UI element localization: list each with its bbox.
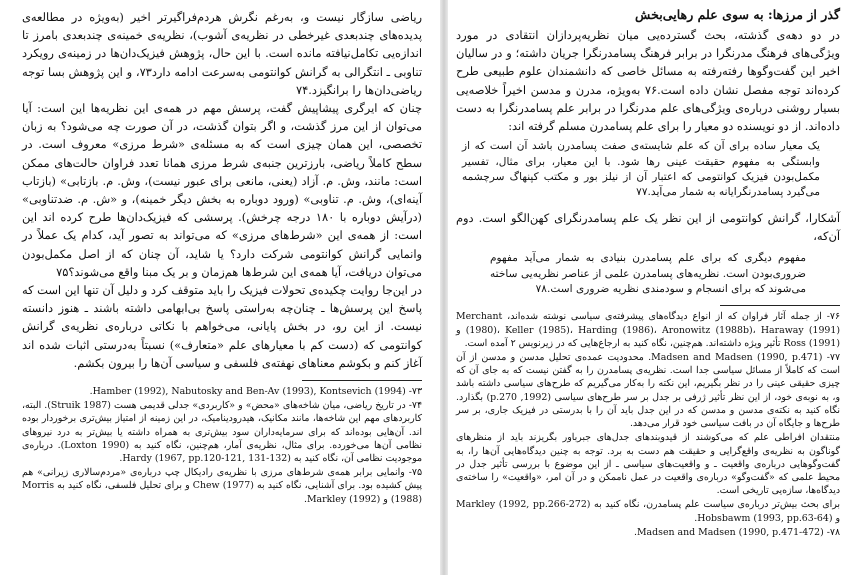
- book-gutter: [440, 0, 448, 575]
- section-heading: گذر از مرزها: به سوی علم رهایی‌بخش: [635, 7, 840, 22]
- footnote-77-cont: منتقدان افراطی علم که می‌کوشند از قیدوبندهای جدل‌های جبرباور بگریزند باید از منظرهای گوناگون به نظریه‌ی واقع‌گرایی و حقیقت هم دست به برد. توجه به چنین دیدگاه‌هایی آن‌ها را، به گفت‌وگوهایی درباره‌ی واقعیت ـ و واقعیت‌های سیاسی ـ از این موضوع با بررسی تأثیر جدل در محیط علمی که «گفت‌وگو» درباره‌ی واقعیت در عمل ناممکن و در آن امر، «واقعیت» را ساخته‌ی دیدگاه‌ها، سازه‌یی تاریخی است.: [456, 432, 840, 497]
- left-paragraph-3: در این‌جا روایت چکیده‌ی تحولات فیزیک را باید متوقف کرد و دلیل آن تنها این است که پاسخ این پرسش‌ها ـ چنان‌چه به‌راستی پاسخ بی‌ابهامی داشته باشند ـ هنوز دانسته نیست. از این رو، در بخش پایانی، می‌خواهم با نکاتی درباره‌ی نظریه‌ی گرانش کوانتومی که (دست کم با معیارهای علم «متعارف») نسبتاً به‌درستی اثبات شده اند آغاز کنم و بکوشم معناهای نهفته‌ی فلسفی و سیاسی آن‌ها را بیرون بکشم.: [22, 283, 422, 370]
- right-paragraph-1: در دو دهه‌ی گذشته، بحث گسترده‌یی میان نظریه‌پردازان انتقادی در مورد ویژگی‌های فرهنگ مدرنگرا در برابر فرهنگ پسامدرنگرا جریان داشته؛ و در سالیان اخیر این گفت‌وگوها رفته‌رفته به مسائل خاصی که دانشمندان علوم طبیعی طرح کرده‌اند توجه مفصل نشان داده است.۷۶ به‌ویژه، مدرن و مدسن اخیراً خلاصه‌یی بسیار روشنی درباره‌ی ویژگی‌های علم مدرنگرا در برابر علم پسامدرنگرا به دست داده‌اند. از دو نویسنده دو معیار را برای علم پسامدرن مسلم گرفته اند:: [456, 28, 841, 134]
- left-paragraph-2: چنان که ایرگری پیشاپیش گفت، پرسش مهم در همه‌ی این نظریه‌ها این است: آیا می‌توان از این مرز گذشت، و اگر بتوان گذشت، در آن صورت چه می‌شود؟ به زبان تخصصی، این همان چیزی است که به مسئله‌ی «شرط مرزی» معروف است. در سطح کاملاً ریاضی، بارزترین جنبه‌ی شرط مرزی همانا تعدد فراوان حالت‌های ممکن است: مانند، وش. م. آزاد (یعنی، مانعی برای عبور نیست)، وش. م. بازتابی» (بازتاب آینه‌ای)، وش. م. تناوبی» (ورود دوباره به بخش دیگر خمینه)، و «ش. م. ضدتناوبی» (درآیش دوباره با ۱۸۰ درجه چرخش). پرسشی که فیزیک‌دان‌ها طرح کرده اند این است: از همه‌ی این «شرط‌های مرزی» که می‌تواند به تصور آید، کدام یک عملاً در وانمایی گرانش کوانتومی شرکت دارد؟ یا شاید، آن چنان که از اصل مکمل‌بودن می‌توان دریافت، آیا همه‌ی این شرط‌ها هم‌زمان و بر یک مبنا واقع می‌شوند؟۷۵: [22, 101, 422, 279]
- right-footnotes: [456, 310, 840, 538]
- left-page-body: [22, 8, 422, 372]
- footnote-divider-right: [720, 305, 840, 306]
- footnote-73: ۷۳- Hamber (1992), Nabutosky and Ben-Av (1993), Kontsevich (1994).: [89, 386, 422, 398]
- right-paragraph-2: آشکارا، گرانش کوانتومی از این نظر یک علم پسامدرنگرای کهن‌الگو است. دوم آن‌که،: [456, 210, 840, 244]
- footnote-76: ۷۶- از جمله آثار فراوان که از انواع دیدگاه‌های پیشرفته‌ی سیاسی نوشته شده‌اند، Merchant (1980)، Keller (1985)، Harding (1986)، Aronowitz (1988b)، Haraway (1991) و Ross (1991) تأثیر ویژه داشته‌اند. هم‌چنین، نگاه کنید به ارجاع‌هایی که در زیرنویس ۲ آمده است.: [456, 311, 840, 349]
- block-quote-2: مفهوم دیگری که برای علم پسامدرن بنیادی به شمار می‌آید مفهوم ضروری‌بودن است. نظریه‌های پسامدرن علمی از عناصر نظریه‌یی ساخته می‌شوند که برای انسجام و سودمندی نظریه ضروری است.۷۸: [490, 252, 806, 296]
- block-quote-1: یک معیار ساده برای آن که علم شایسته‌ی صفت پسامدرن باشد آن است که از وابستگی به مفهوم حقیقت عینی رها شود. با این معیار، برای مثال، تفسیر مکمل‌بودن فیزیک کوانتومی که اعتبار آن از نیلز بور و مکتب کپنهاگ سرچشمه می‌گیرد پسامدرنگرایانه به شمار می‌آید.۷۷: [462, 140, 820, 199]
- right-page: [448, 0, 856, 575]
- footnote-78: ۷۸- Madsen and Madsen (1990, p.471-472).: [633, 526, 840, 538]
- footnote-77-refs: برای بحث بیش‌تر درباره‌ی سیاست علم پسامدرن، نگاه کنید به Markley (1992, pp.266-272) و Hobsbawm (1993, pp.63-64).: [456, 499, 840, 524]
- left-footnotes: [22, 385, 422, 506]
- footnote-74: ۷۴- در تاریخ ریاضی، میان شاخه‌های «محض» و «کاربردی» جدلی قدیمی هست (Struik 1987). البته، کاربردهای مهم این شاخه‌ها، مانند مکانیک، هیدرودینامیک، در این زمینه از امتیاز بیش‌تری برخوردار بوده اند. آن‌هایی بوده‌اند که برای سرمایه‌داران سود بیش‌تری به همراه داشته یا بیش‌تر به درد نیروهای نظامی آن‌ها می‌خورده. برای مثال، نظریه‌ی آمار، هم‌چنین، نگاه کنید به (Loxton 1990). درباره‌ی موجودیت نظامی آن، نگاه کنید به Hardy (1967, pp.120-121, 131-132).: [22, 400, 422, 465]
- left-paragraph-1: ریاضی سازگار نیست و، به‌رغم نگرش هردم‌فراگیرتر اخیر (به‌ویژه در مطالعه‌ی پدیده‌های چندبعدی غیرخطی در نظریه‌ی آشوب)، نظریه‌ی خمینه‌ی چندبعدی بامرز تا اندازه‌یی تکامل‌نیافته مانده است. با این حال، پژوهش فیزیک‌دان‌ها در زمینه‌ی رویکرد تناوبی ـ انتگرالی به گرانش کوانتومی به‌سرعت ادامه دارد۷۳، و این پژوهش بسا توجه ریاضی‌دان‌ها را برانگیزد.۷۴: [22, 10, 422, 97]
- footnote-75: ۷۵- وانمایی برابر همه‌ی شرط‌های مرزی با نظریه‌ی رادیکال چپ درباره‌ی «مردم‌سالاری زیرانی» هم پیش کشیده بود. برای آشنایی، نگاه کنید به Chew (1977) و برای تحلیل فلسفی، نگاه کنید به Morris (1988) و Markley (1992).: [22, 467, 422, 505]
- footnote-divider: [302, 380, 422, 381]
- footnote-77: ۷۷- Madsen and Madsen (1990, p.471). محدودیت عمده‌ی تحلیل مدسن و مدسن از آن است که کاملاً از مسائل سیاسی جدا است. نظریه‌ی پسامدرن را به گفتن نیست که به جای آن که چیزی حقیقی عینی را در نظر بگیریم، این نکته را به‌کار می‌گیریم که طرح‌های سیاسی داشته باشد و، به نوبه‌ی خود، از این نظر تأثیر ژرفی بر جدل بر سر طرح‌های سیاسی (1992, p.270) بگذارد. نگاه کنید به نکته‌ی مدسن و مدسن که در این جدل باید آن را با بدرستی در فیزیک جاری، بر سر طرح‌ها و جایگاه آن در بافت سیاسی خود قرار می‌دهد.: [456, 352, 840, 430]
